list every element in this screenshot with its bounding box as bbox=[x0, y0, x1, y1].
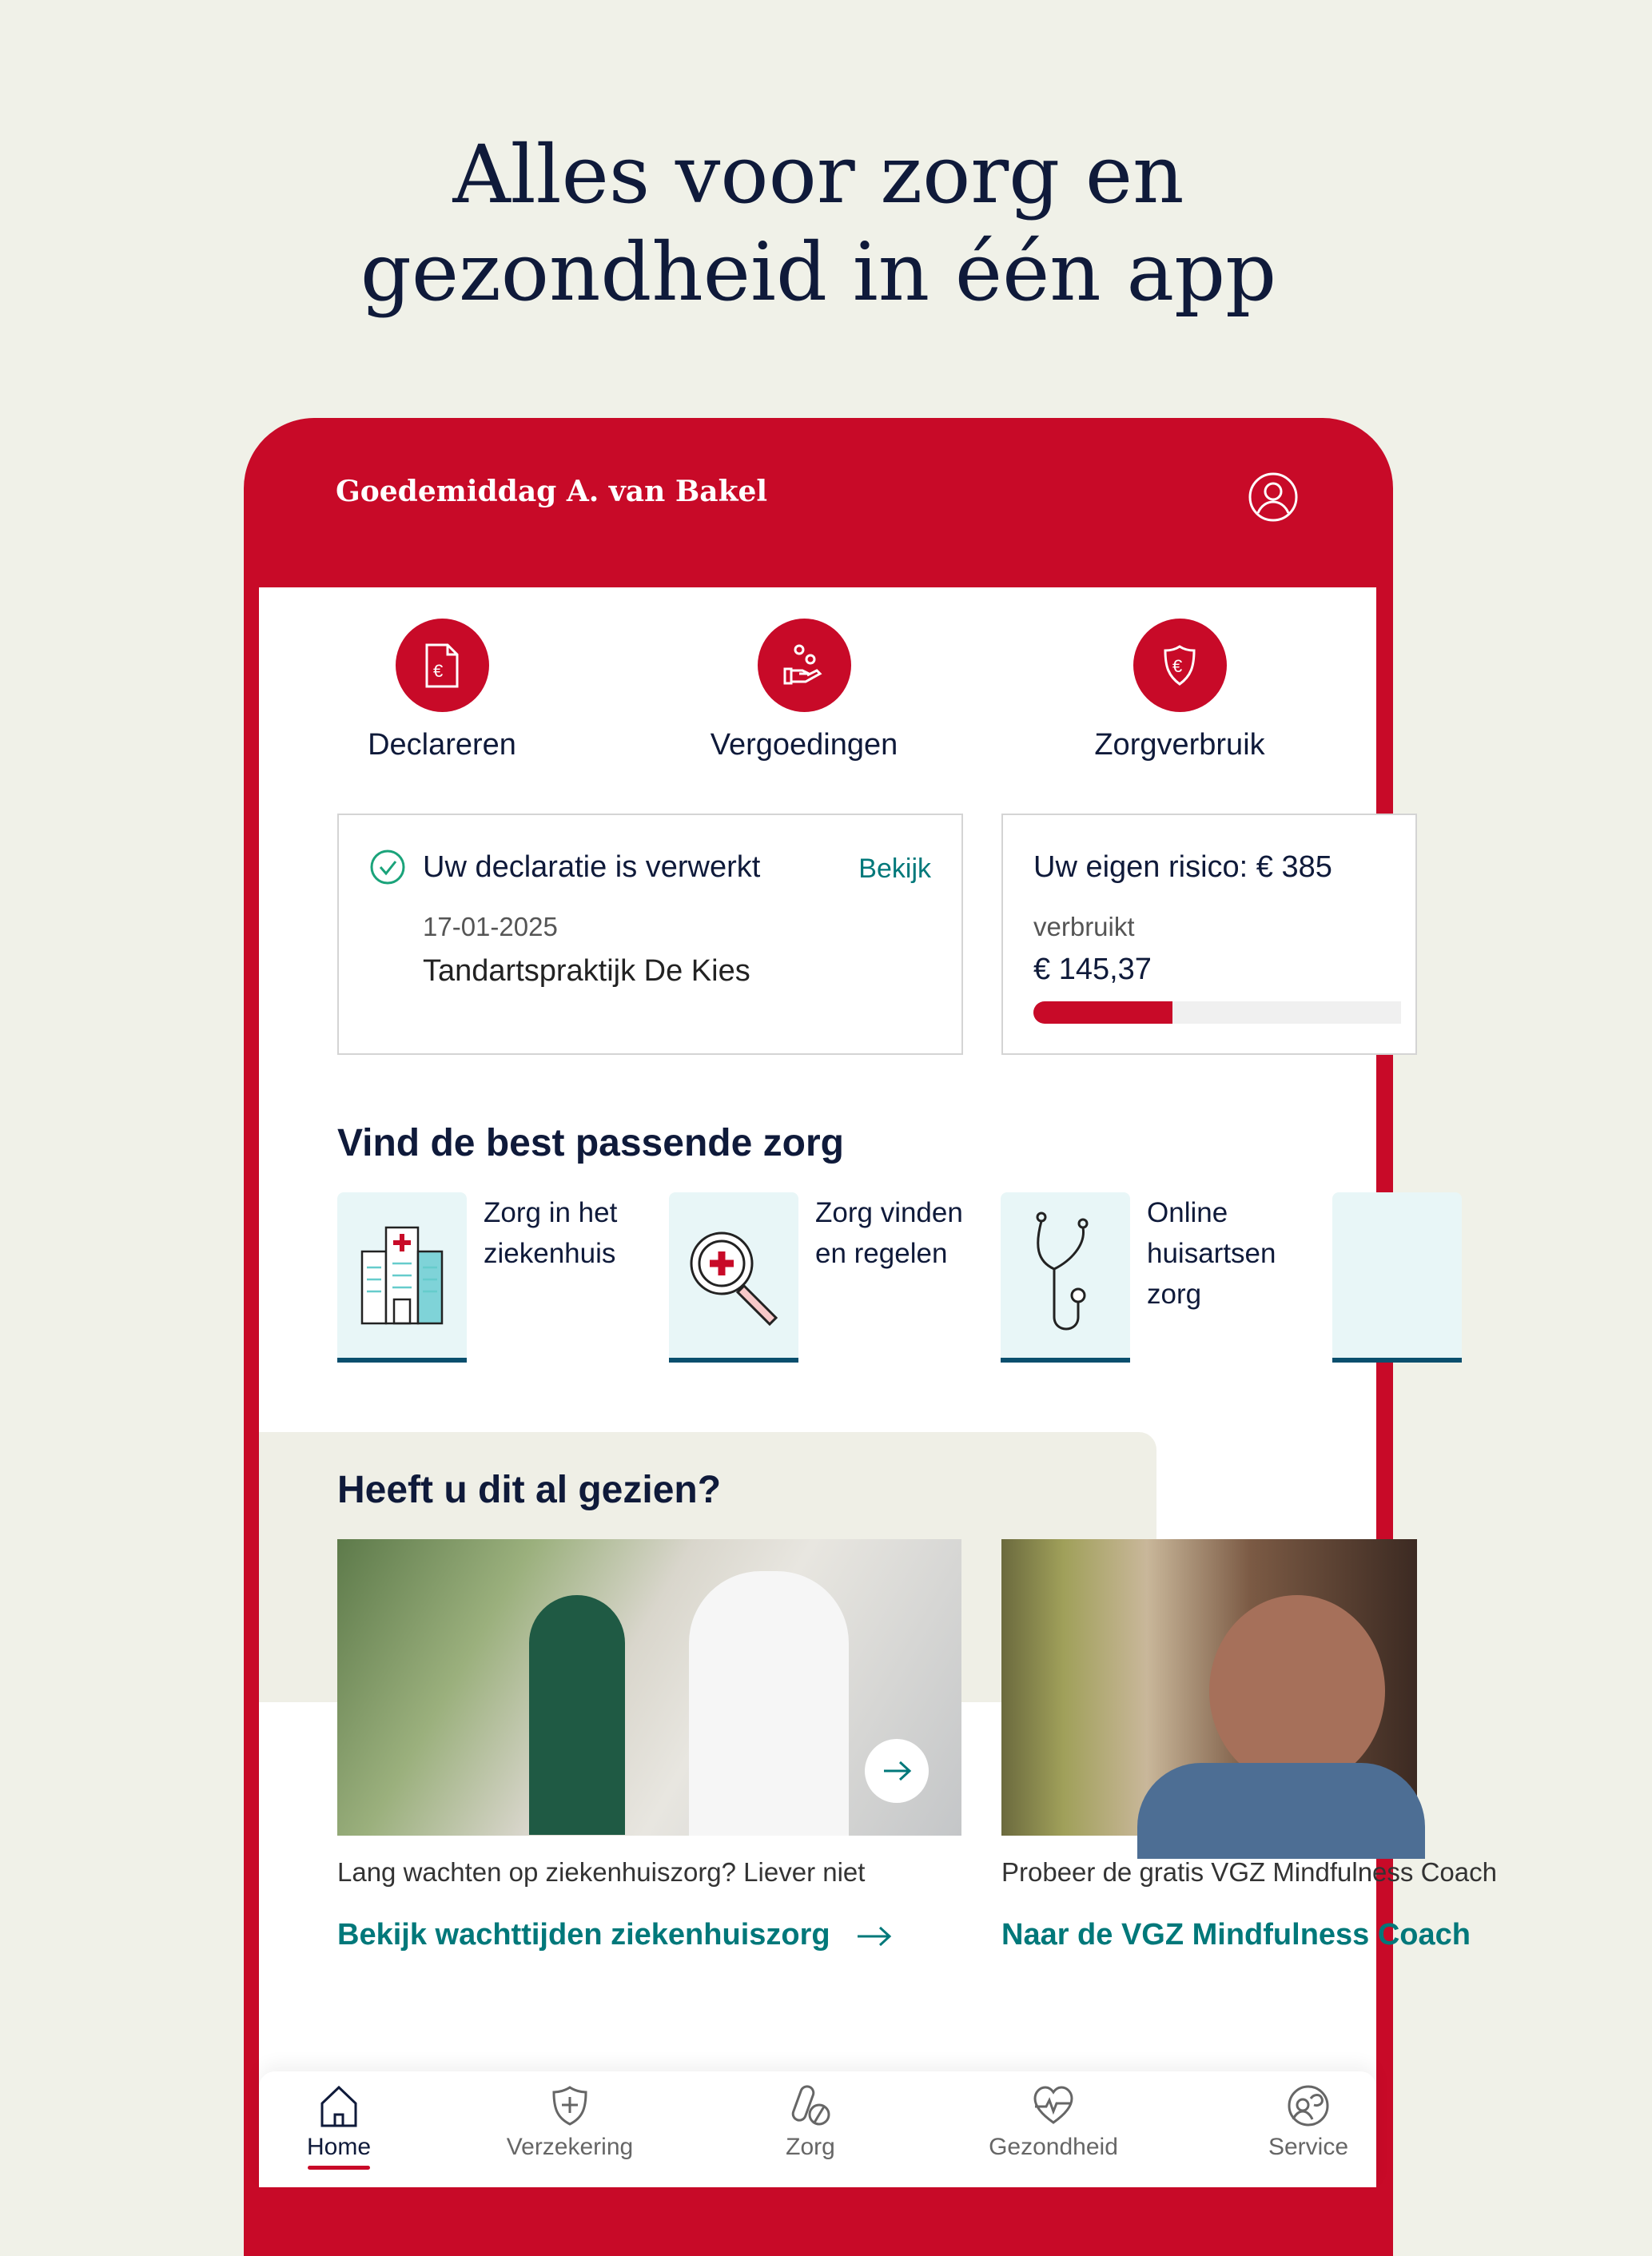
stethoscope-icon bbox=[1025, 1208, 1105, 1343]
tile-more[interactable] bbox=[1332, 1192, 1652, 1364]
svg-text:€: € bbox=[433, 660, 444, 681]
tile-ziekenhuis[interactable]: Zorg in het ziekenhuis bbox=[337, 1192, 657, 1364]
pills-icon bbox=[789, 2084, 832, 2127]
bekijk-link[interactable]: Bekijk bbox=[858, 853, 931, 884]
tile-zorg-vinden[interactable]: Zorg vinden en regelen bbox=[669, 1192, 989, 1364]
shield-plus-icon bbox=[548, 2084, 591, 2127]
eigen-risico-card[interactable]: Uw eigen risico: € 385 verbruikt € 145,37 bbox=[1001, 814, 1417, 1055]
bottom-nav bbox=[259, 2071, 1376, 2187]
euro-document-icon bbox=[422, 642, 462, 690]
home-screen: € Declareren Vergoedingen € Zorgverbruik Uw declaratie is verwerkt Bekijk 17-01-2025 Tandartspraktijk De Kies Uw eigen risico: € 385 verbruikt € 145,37 Vind de best passende zorg Zorg in het ziekenhuis Zorg vinden en regelen Online huisartsen zorg Heeft u dit al gezien? Lang wachten op ziekenhuiszorg? Liever niet Bekijk wachttijden ziekenhuiszorg Probeer de gratis VGZ Mindfulness Coach Naar de VGZ Mindfulness Coach Home Verzekering Zorg Gezondheid Service bbox=[259, 587, 1376, 2186]
check-circle-icon bbox=[369, 849, 406, 885]
claim-status-card[interactable]: Uw declaratie is verwerkt Bekijk 17-01-2025 Tandartspraktijk De Kies bbox=[337, 814, 963, 1055]
heart-pulse-icon bbox=[1032, 2084, 1075, 2127]
nav-zorg[interactable]: Zorg bbox=[730, 2084, 890, 2161]
arrow-right-icon bbox=[881, 1759, 913, 1783]
nav-gezondheid[interactable]: Gezondheid bbox=[973, 2084, 1133, 2161]
nav-home[interactable]: Home bbox=[259, 2084, 419, 2170]
arrow-right-icon bbox=[854, 1924, 894, 1948]
promo-image-mindfulness[interactable] bbox=[1001, 1539, 1417, 1836]
profile-icon[interactable] bbox=[1248, 471, 1299, 523]
greeting: Goedemiddag A. van Bakel bbox=[336, 475, 768, 508]
link-mindfulness[interactable]: Naar de VGZ Mindfulness Coach bbox=[1001, 1918, 1471, 1952]
quick-action-zorgverbruik[interactable]: € Zorgverbruik bbox=[1060, 619, 1300, 762]
euro-shield-icon bbox=[1160, 642, 1200, 690]
nav-service[interactable]: Service bbox=[1228, 2084, 1388, 2161]
link-wachttijden[interactable]: Bekijk wachttijden ziekenhuiszorg bbox=[337, 1918, 894, 1952]
eigen-risico-progress bbox=[1033, 1001, 1401, 1024]
next-arrow-button[interactable] bbox=[865, 1739, 929, 1803]
promo-image-hospital[interactable] bbox=[337, 1539, 961, 1836]
nav-verzekering[interactable]: Verzekering bbox=[490, 2084, 650, 2161]
seen-section-title: Heeft u dit al gezien? bbox=[337, 1469, 722, 1511]
quick-action-declareren[interactable]: € Declareren bbox=[322, 619, 562, 762]
service-people-icon bbox=[1287, 2084, 1330, 2127]
quick-action-vergoedingen[interactable]: Vergoedingen bbox=[684, 619, 924, 762]
tile-online-huisarts[interactable]: Online huisartsen zorg bbox=[1001, 1192, 1320, 1364]
svg-text:€: € bbox=[1172, 655, 1183, 676]
search-medical-icon bbox=[678, 1220, 790, 1331]
headline: Alles voor zorg en gezondheid in één app bbox=[360, 128, 1277, 319]
hospital-icon bbox=[354, 1220, 450, 1331]
care-section-title: Vind de best passende zorg bbox=[337, 1122, 844, 1164]
hand-coins-icon bbox=[780, 642, 828, 690]
active-indicator bbox=[308, 2166, 370, 2170]
home-icon bbox=[319, 2084, 359, 2127]
